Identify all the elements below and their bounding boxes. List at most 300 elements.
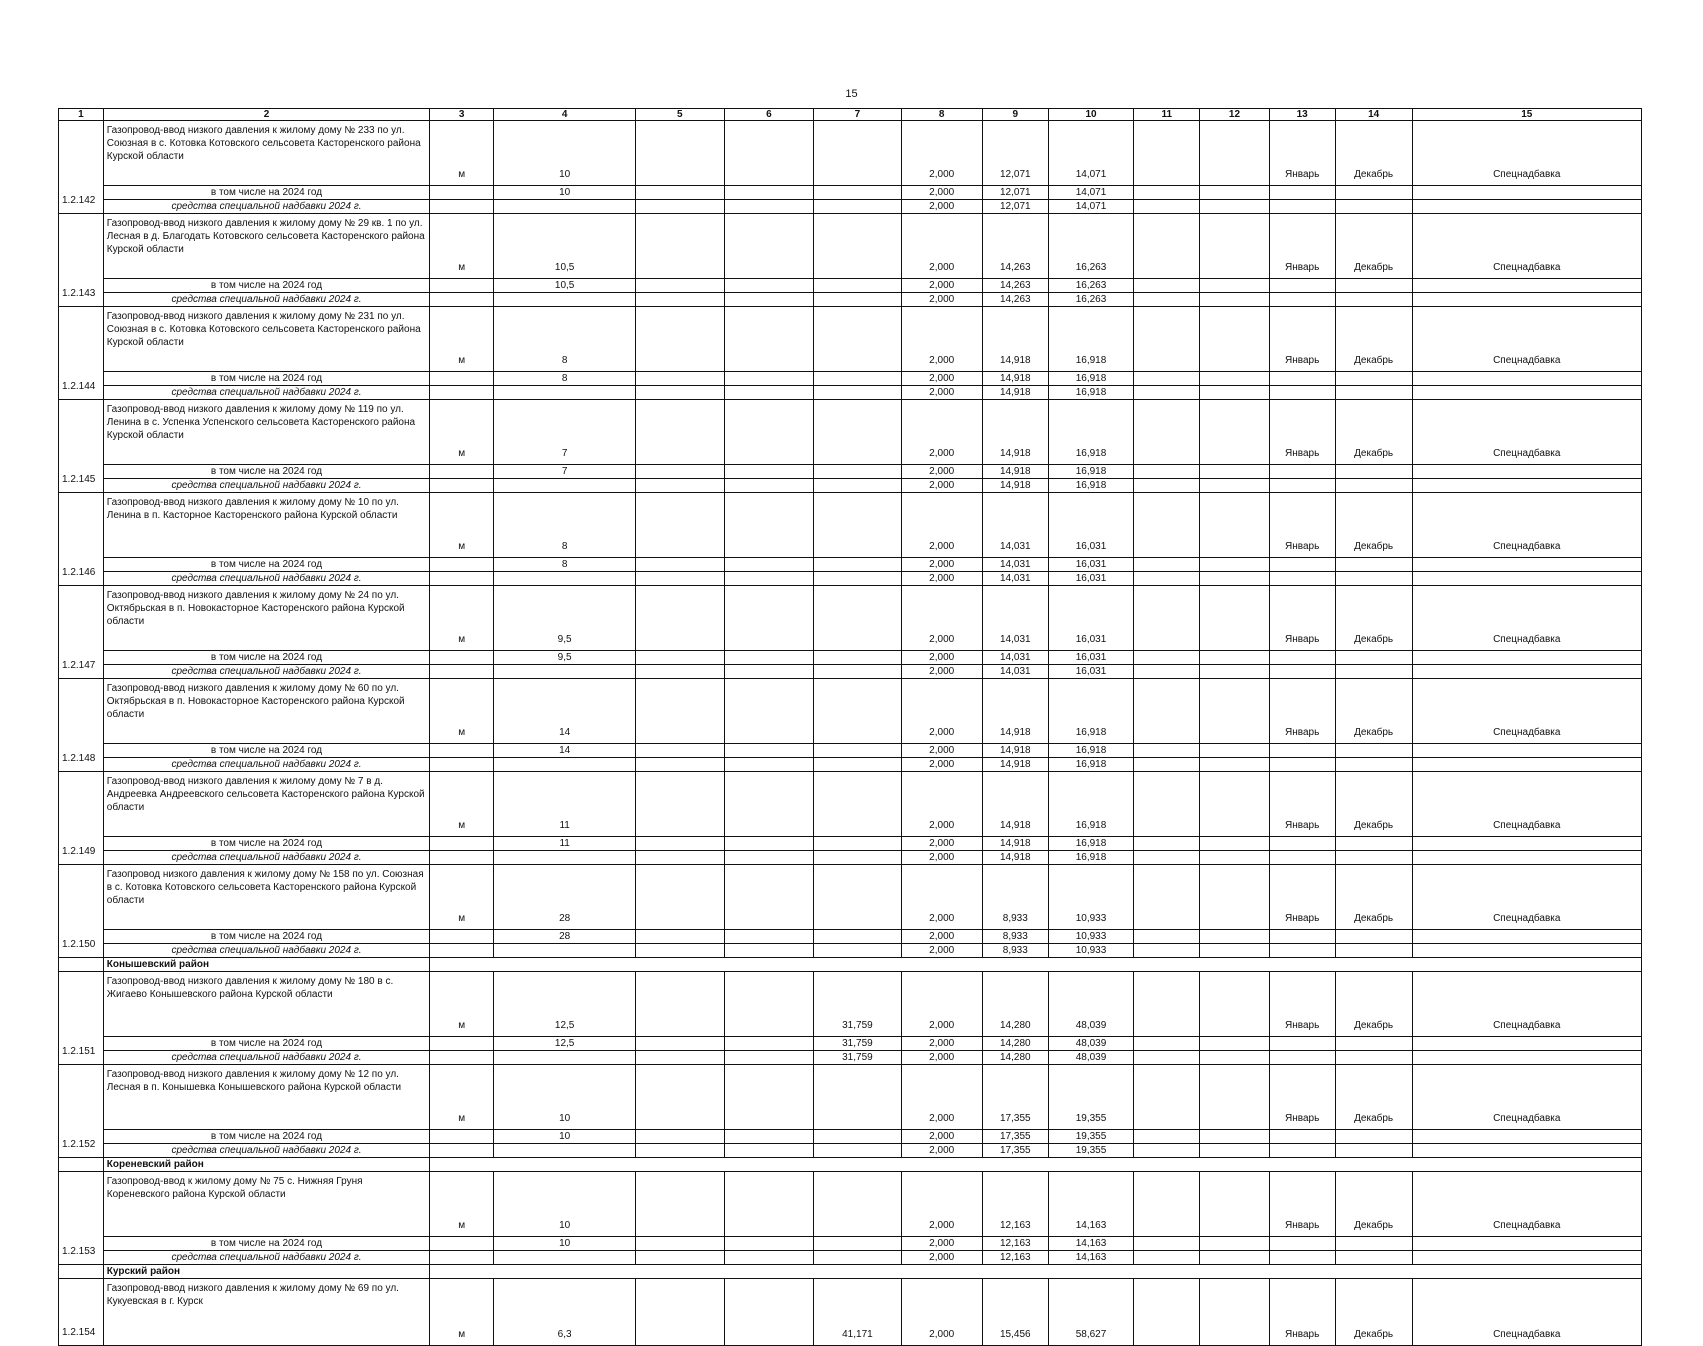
special-surcharge-row: [59, 572, 1642, 586]
year-breakdown-label: в том числе на 2024 год: [103, 465, 429, 479]
object-length: 9,5: [494, 586, 636, 651]
col-5-cell: [636, 972, 725, 1037]
start-month: Январь: [1269, 121, 1335, 186]
col-5-cell: [636, 214, 725, 279]
special-unit-cell: [430, 479, 494, 493]
special-col-10: 16,918: [1048, 386, 1133, 400]
special-col-10: 14,163: [1048, 1251, 1133, 1265]
year-col-7: [814, 279, 901, 293]
object-id: 1.2.153: [59, 1172, 104, 1265]
year-col-12: [1200, 465, 1269, 479]
col-12-cell: [1200, 972, 1269, 1037]
year-col-15: [1412, 1130, 1641, 1144]
special-surcharge-label: средства специальной надбавки 2024 г.: [103, 479, 429, 493]
year-col-9: 14,918: [982, 372, 1048, 386]
object-row: [59, 1279, 1642, 1346]
investment-program-table-sheet: [58, 108, 1642, 1346]
year-col-6: [724, 465, 814, 479]
col-12-cell: [1200, 679, 1269, 744]
year-col-6: [724, 372, 814, 386]
special-col-9: 12,071: [982, 200, 1048, 214]
object-row: [59, 972, 1642, 1037]
column-header-15: 15: [1412, 109, 1641, 121]
object-unit: м: [430, 1172, 494, 1237]
year-breakdown-row: [59, 930, 1642, 944]
object-name: Газопровод-ввод низкого давления к жилому дому № 69 по ул. Кукуевская в г. Курск: [103, 1279, 429, 1346]
year-col-8: 2,000: [901, 1130, 982, 1144]
column-header-13: 13: [1269, 109, 1335, 121]
object-row: [59, 1172, 1642, 1237]
end-month: Декабрь: [1335, 865, 1412, 930]
end-month: Декабрь: [1335, 214, 1412, 279]
year-col-14: [1335, 558, 1412, 572]
year-col-7: [814, 930, 901, 944]
start-month: Январь: [1269, 972, 1335, 1037]
special-col-10: 10,933: [1048, 944, 1133, 958]
year-col-13: [1269, 186, 1335, 200]
column-header-3: 3: [430, 109, 494, 121]
year-breakdown-row: [59, 1237, 1642, 1251]
special-col-10: 16,918: [1048, 851, 1133, 865]
object-length: 11: [494, 772, 636, 837]
district-row: [59, 958, 1642, 972]
special-col-11: [1134, 758, 1200, 772]
end-month: Декабрь: [1335, 493, 1412, 558]
special-col-10: 19,355: [1048, 1144, 1133, 1158]
col-7-value: 41,171: [814, 1279, 901, 1346]
object-row: [59, 865, 1642, 930]
column-header-1: 1: [59, 109, 104, 121]
special-col-11: [1134, 1051, 1200, 1065]
col-8-value: 2,000: [901, 214, 982, 279]
col-9-value: 12,071: [982, 121, 1048, 186]
object-length: 12,5: [494, 972, 636, 1037]
funding-source: Спецнадбавка: [1412, 1065, 1641, 1130]
column-header-row: [59, 109, 1642, 121]
col-11-cell: [1134, 121, 1200, 186]
special-col-6: [724, 386, 814, 400]
year-breakdown-row: [59, 744, 1642, 758]
col-5-cell: [636, 493, 725, 558]
year-col-8: 2,000: [901, 465, 982, 479]
district-fill: [430, 1158, 1642, 1172]
year-col-14: [1335, 1037, 1412, 1051]
special-col-10: 16,031: [1048, 572, 1133, 586]
col-12-cell: [1200, 1172, 1269, 1237]
col-10-value: 16,918: [1048, 679, 1133, 744]
object-name: Газопровод-ввод к жилому дому № 75 с. Нижняя Груня Кореневского района Курской области: [103, 1172, 429, 1237]
year-breakdown-label: в том числе на 2024 год: [103, 279, 429, 293]
col-7-value: [814, 307, 901, 372]
end-month: Декабрь: [1335, 772, 1412, 837]
col-5-cell: [636, 865, 725, 930]
funding-source: Спецнадбавка: [1412, 493, 1641, 558]
special-col-10: 16,918: [1048, 479, 1133, 493]
special-col-9: 17,355: [982, 1144, 1048, 1158]
object-length: 7: [494, 400, 636, 465]
col-10-value: 48,039: [1048, 972, 1133, 1037]
year-col-6: [724, 837, 814, 851]
year-col-8: 2,000: [901, 372, 982, 386]
year-col-9: 8,933: [982, 930, 1048, 944]
col-11-cell: [1134, 772, 1200, 837]
year-length: 10,5: [494, 279, 636, 293]
special-col-14: [1335, 479, 1412, 493]
special-col-12: [1200, 758, 1269, 772]
special-col-12: [1200, 1251, 1269, 1265]
object-id: 1.2.146: [59, 493, 104, 586]
col-7-value: [814, 1065, 901, 1130]
col-10-value: 16,263: [1048, 214, 1133, 279]
end-month: Декабрь: [1335, 1065, 1412, 1130]
year-col-7: [814, 465, 901, 479]
year-col-6: [724, 930, 814, 944]
year-col-10: 16,918: [1048, 837, 1133, 851]
year-length: 11: [494, 837, 636, 851]
object-unit: м: [430, 586, 494, 651]
end-month: Декабрь: [1335, 1172, 1412, 1237]
year-col-15: [1412, 744, 1641, 758]
year-col-10: 19,355: [1048, 1130, 1133, 1144]
special-col-6: [724, 1144, 814, 1158]
col-5-cell: [636, 772, 725, 837]
special-col-15: [1412, 1144, 1641, 1158]
special-surcharge-row: [59, 293, 1642, 307]
col-6-cell: [724, 972, 814, 1037]
object-id: 1.2.142: [59, 121, 104, 214]
year-length: 7: [494, 465, 636, 479]
special-unit-cell: [430, 200, 494, 214]
column-header-9: 9: [982, 109, 1048, 121]
column-header-10: 10: [1048, 109, 1133, 121]
special-length-cell: [494, 1051, 636, 1065]
special-unit-cell: [430, 1251, 494, 1265]
year-breakdown-row: [59, 186, 1642, 200]
special-col-13: [1269, 944, 1335, 958]
year-breakdown-row: [59, 558, 1642, 572]
special-col-14: [1335, 386, 1412, 400]
special-col-12: [1200, 851, 1269, 865]
year-breakdown-label: в том числе на 2024 год: [103, 651, 429, 665]
start-month: Январь: [1269, 1065, 1335, 1130]
special-length-cell: [494, 665, 636, 679]
object-length: 8: [494, 493, 636, 558]
year-col-15: [1412, 372, 1641, 386]
col-9-value: 17,355: [982, 1065, 1048, 1130]
object-name: Газопровод-ввод низкого давления к жилому дому № 24 по ул. Октябрьская в п. Новокасторное Касторенского района Курской области: [103, 586, 429, 651]
year-col-15: [1412, 930, 1641, 944]
year-col-14: [1335, 1130, 1412, 1144]
year-col-10: 48,039: [1048, 1037, 1133, 1051]
year-col-12: [1200, 1237, 1269, 1251]
special-length-cell: [494, 200, 636, 214]
special-col-9: 14,031: [982, 665, 1048, 679]
col-7-value: [814, 400, 901, 465]
special-col-15: [1412, 200, 1641, 214]
year-col-11: [1134, 744, 1200, 758]
year-col-8: 2,000: [901, 1237, 982, 1251]
special-col-6: [724, 479, 814, 493]
object-name: Газопровод-ввод низкого давления к жилому дому № 29 кв. 1 по ул. Лесная в д. Благодать Котовского сельсовета Касторенского района Курской области: [103, 214, 429, 279]
special-col-11: [1134, 944, 1200, 958]
object-name: Газопровод-ввод низкого давления к жилому дому № 12 по ул. Лесная в п. Конышевка Конышевского района Курской области: [103, 1065, 429, 1130]
special-col-9: 14,263: [982, 293, 1048, 307]
year-col-14: [1335, 1237, 1412, 1251]
district-id-cell: [59, 958, 104, 972]
year-col-8: 2,000: [901, 279, 982, 293]
special-col-8: 2,000: [901, 1144, 982, 1158]
special-col-13: [1269, 665, 1335, 679]
col-11-cell: [1134, 972, 1200, 1037]
special-col-9: 14,031: [982, 572, 1048, 586]
special-col-10: 16,263: [1048, 293, 1133, 307]
special-col-14: [1335, 572, 1412, 586]
year-col-13: [1269, 279, 1335, 293]
object-id: 1.2.147: [59, 586, 104, 679]
special-surcharge-row: [59, 386, 1642, 400]
special-col-11: [1134, 851, 1200, 865]
year-col-9: 14,280: [982, 1037, 1048, 1051]
year-col-11: [1134, 465, 1200, 479]
year-length: 9,5: [494, 651, 636, 665]
object-id: 1.2.149: [59, 772, 104, 865]
year-col-12: [1200, 1037, 1269, 1051]
start-month: Январь: [1269, 307, 1335, 372]
special-surcharge-label: средства специальной надбавки 2024 г.: [103, 944, 429, 958]
object-unit: м: [430, 400, 494, 465]
year-breakdown-label: в том числе на 2024 год: [103, 372, 429, 386]
special-length-cell: [494, 479, 636, 493]
col-11-cell: [1134, 1279, 1200, 1346]
year-col-7: [814, 372, 901, 386]
col-9-value: 14,031: [982, 493, 1048, 558]
funding-source: Спецнадбавка: [1412, 214, 1641, 279]
col-7-value: [814, 121, 901, 186]
object-id: 1.2.143: [59, 214, 104, 307]
year-col-6: [724, 651, 814, 665]
special-unit-cell: [430, 1051, 494, 1065]
special-col-7: [814, 479, 901, 493]
object-unit: м: [430, 1065, 494, 1130]
col-8-value: 2,000: [901, 400, 982, 465]
object-name: Газопровод-ввод низкого давления к жилому дому № 180 в с. Жигаево Конышевского района Курской области: [103, 972, 429, 1037]
col-10-value: 14,163: [1048, 1172, 1133, 1237]
special-col-8: 2,000: [901, 851, 982, 865]
special-col-14: [1335, 665, 1412, 679]
year-col-5: [636, 558, 725, 572]
year-col-11: [1134, 558, 1200, 572]
special-unit-cell: [430, 1144, 494, 1158]
year-col-12: [1200, 186, 1269, 200]
object-row: [59, 400, 1642, 465]
col-7-value: [814, 1172, 901, 1237]
district-name: Кореневский район: [103, 1158, 429, 1172]
special-col-5: [636, 758, 725, 772]
year-breakdown-row: [59, 465, 1642, 479]
special-col-7: [814, 200, 901, 214]
year-col-6: [724, 186, 814, 200]
year-unit-cell: [430, 744, 494, 758]
special-col-8: 2,000: [901, 944, 982, 958]
col-9-value: 14,918: [982, 772, 1048, 837]
object-length: 10,5: [494, 214, 636, 279]
col-6-cell: [724, 307, 814, 372]
special-col-7: [814, 386, 901, 400]
col-10-value: 10,933: [1048, 865, 1133, 930]
special-col-12: [1200, 386, 1269, 400]
special-col-6: [724, 944, 814, 958]
year-col-5: [636, 1037, 725, 1051]
special-surcharge-row: [59, 758, 1642, 772]
year-unit-cell: [430, 558, 494, 572]
special-col-6: [724, 572, 814, 586]
special-col-11: [1134, 1251, 1200, 1265]
district-row: [59, 1158, 1642, 1172]
year-col-9: 14,263: [982, 279, 1048, 293]
object-length: 10: [494, 121, 636, 186]
funding-source: Спецнадбавка: [1412, 865, 1641, 930]
object-length: 28: [494, 865, 636, 930]
special-length-cell: [494, 758, 636, 772]
col-11-cell: [1134, 493, 1200, 558]
special-surcharge-row: [59, 1051, 1642, 1065]
special-surcharge-label: средства специальной надбавки 2024 г.: [103, 758, 429, 772]
special-unit-cell: [430, 944, 494, 958]
year-col-12: [1200, 279, 1269, 293]
special-col-13: [1269, 293, 1335, 307]
year-col-15: [1412, 837, 1641, 851]
special-col-13: [1269, 479, 1335, 493]
special-unit-cell: [430, 386, 494, 400]
special-col-7: [814, 665, 901, 679]
year-breakdown-label: в том числе на 2024 год: [103, 1037, 429, 1051]
col-6-cell: [724, 1279, 814, 1346]
table-body: [59, 121, 1642, 1346]
special-col-7: [814, 572, 901, 586]
special-col-5: [636, 665, 725, 679]
col-10-value: 14,071: [1048, 121, 1133, 186]
special-surcharge-row: [59, 851, 1642, 865]
col-10-value: 16,918: [1048, 772, 1133, 837]
year-breakdown-row: [59, 837, 1642, 851]
object-row: [59, 493, 1642, 558]
year-col-7: [814, 186, 901, 200]
special-col-9: 8,933: [982, 944, 1048, 958]
start-month: Январь: [1269, 1172, 1335, 1237]
col-12-cell: [1200, 121, 1269, 186]
special-col-13: [1269, 1251, 1335, 1265]
object-length: 14: [494, 679, 636, 744]
col-10-value: 19,355: [1048, 1065, 1133, 1130]
object-unit: м: [430, 214, 494, 279]
col-8-value: 2,000: [901, 772, 982, 837]
object-name: Газопровод-ввод низкого давления к жилому дому № 231 по ул. Союзная в с. Котовка Котовского сельсовета Касторенского района Курской области: [103, 307, 429, 372]
column-header-8: 8: [901, 109, 982, 121]
district-row: [59, 1265, 1642, 1279]
special-col-5: [636, 1144, 725, 1158]
special-col-12: [1200, 293, 1269, 307]
year-col-10: 16,031: [1048, 558, 1133, 572]
col-9-value: 12,163: [982, 1172, 1048, 1237]
special-col-12: [1200, 1051, 1269, 1065]
special-col-9: 14,280: [982, 1051, 1048, 1065]
year-col-14: [1335, 930, 1412, 944]
year-col-7: 31,759: [814, 1037, 901, 1051]
special-surcharge-row: [59, 200, 1642, 214]
special-col-15: [1412, 1051, 1641, 1065]
special-length-cell: [494, 572, 636, 586]
year-col-15: [1412, 1237, 1641, 1251]
year-col-11: [1134, 186, 1200, 200]
object-id: 1.2.154: [59, 1279, 104, 1346]
year-col-7: [814, 744, 901, 758]
end-month: Декабрь: [1335, 679, 1412, 744]
year-col-8: 2,000: [901, 744, 982, 758]
year-unit-cell: [430, 186, 494, 200]
object-unit: м: [430, 493, 494, 558]
col-10-value: 16,918: [1048, 400, 1133, 465]
col-12-cell: [1200, 307, 1269, 372]
special-surcharge-label: средства специальной надбавки 2024 г.: [103, 1144, 429, 1158]
special-col-7: [814, 851, 901, 865]
special-unit-cell: [430, 851, 494, 865]
year-col-5: [636, 186, 725, 200]
object-id: 1.2.145: [59, 400, 104, 493]
special-surcharge-label: средства специальной надбавки 2024 г.: [103, 572, 429, 586]
year-col-15: [1412, 186, 1641, 200]
year-col-5: [636, 1130, 725, 1144]
year-col-5: [636, 651, 725, 665]
object-length: 10: [494, 1172, 636, 1237]
col-6-cell: [724, 400, 814, 465]
special-col-15: [1412, 758, 1641, 772]
special-col-7: [814, 293, 901, 307]
district-name: Конышевский район: [103, 958, 429, 972]
year-col-7: [814, 558, 901, 572]
year-col-13: [1269, 1037, 1335, 1051]
col-8-value: 2,000: [901, 1065, 982, 1130]
year-length: 10: [494, 1237, 636, 1251]
end-month: Декабрь: [1335, 307, 1412, 372]
special-col-13: [1269, 572, 1335, 586]
object-unit: м: [430, 307, 494, 372]
special-col-14: [1335, 200, 1412, 214]
special-col-6: [724, 665, 814, 679]
special-unit-cell: [430, 293, 494, 307]
col-11-cell: [1134, 1065, 1200, 1130]
year-col-14: [1335, 279, 1412, 293]
special-col-13: [1269, 386, 1335, 400]
object-name: Газопровод-ввод низкого давления к жилому дому № 10 по ул. Ленина в п. Касторное Касторенского района Курской области: [103, 493, 429, 558]
year-unit-cell: [430, 1037, 494, 1051]
special-col-8: 2,000: [901, 1051, 982, 1065]
col-6-cell: [724, 772, 814, 837]
col-10-value: 58,627: [1048, 1279, 1133, 1346]
col-5-cell: [636, 121, 725, 186]
special-length-cell: [494, 293, 636, 307]
col-7-value: [814, 493, 901, 558]
year-breakdown-label: в том числе на 2024 год: [103, 1237, 429, 1251]
start-month: Январь: [1269, 1279, 1335, 1346]
year-col-6: [724, 1130, 814, 1144]
year-col-13: [1269, 837, 1335, 851]
col-10-value: 16,918: [1048, 307, 1133, 372]
end-month: Декабрь: [1335, 1279, 1412, 1346]
district-fill: [430, 958, 1642, 972]
year-col-15: [1412, 465, 1641, 479]
col-11-cell: [1134, 586, 1200, 651]
funding-source: Спецнадбавка: [1412, 772, 1641, 837]
